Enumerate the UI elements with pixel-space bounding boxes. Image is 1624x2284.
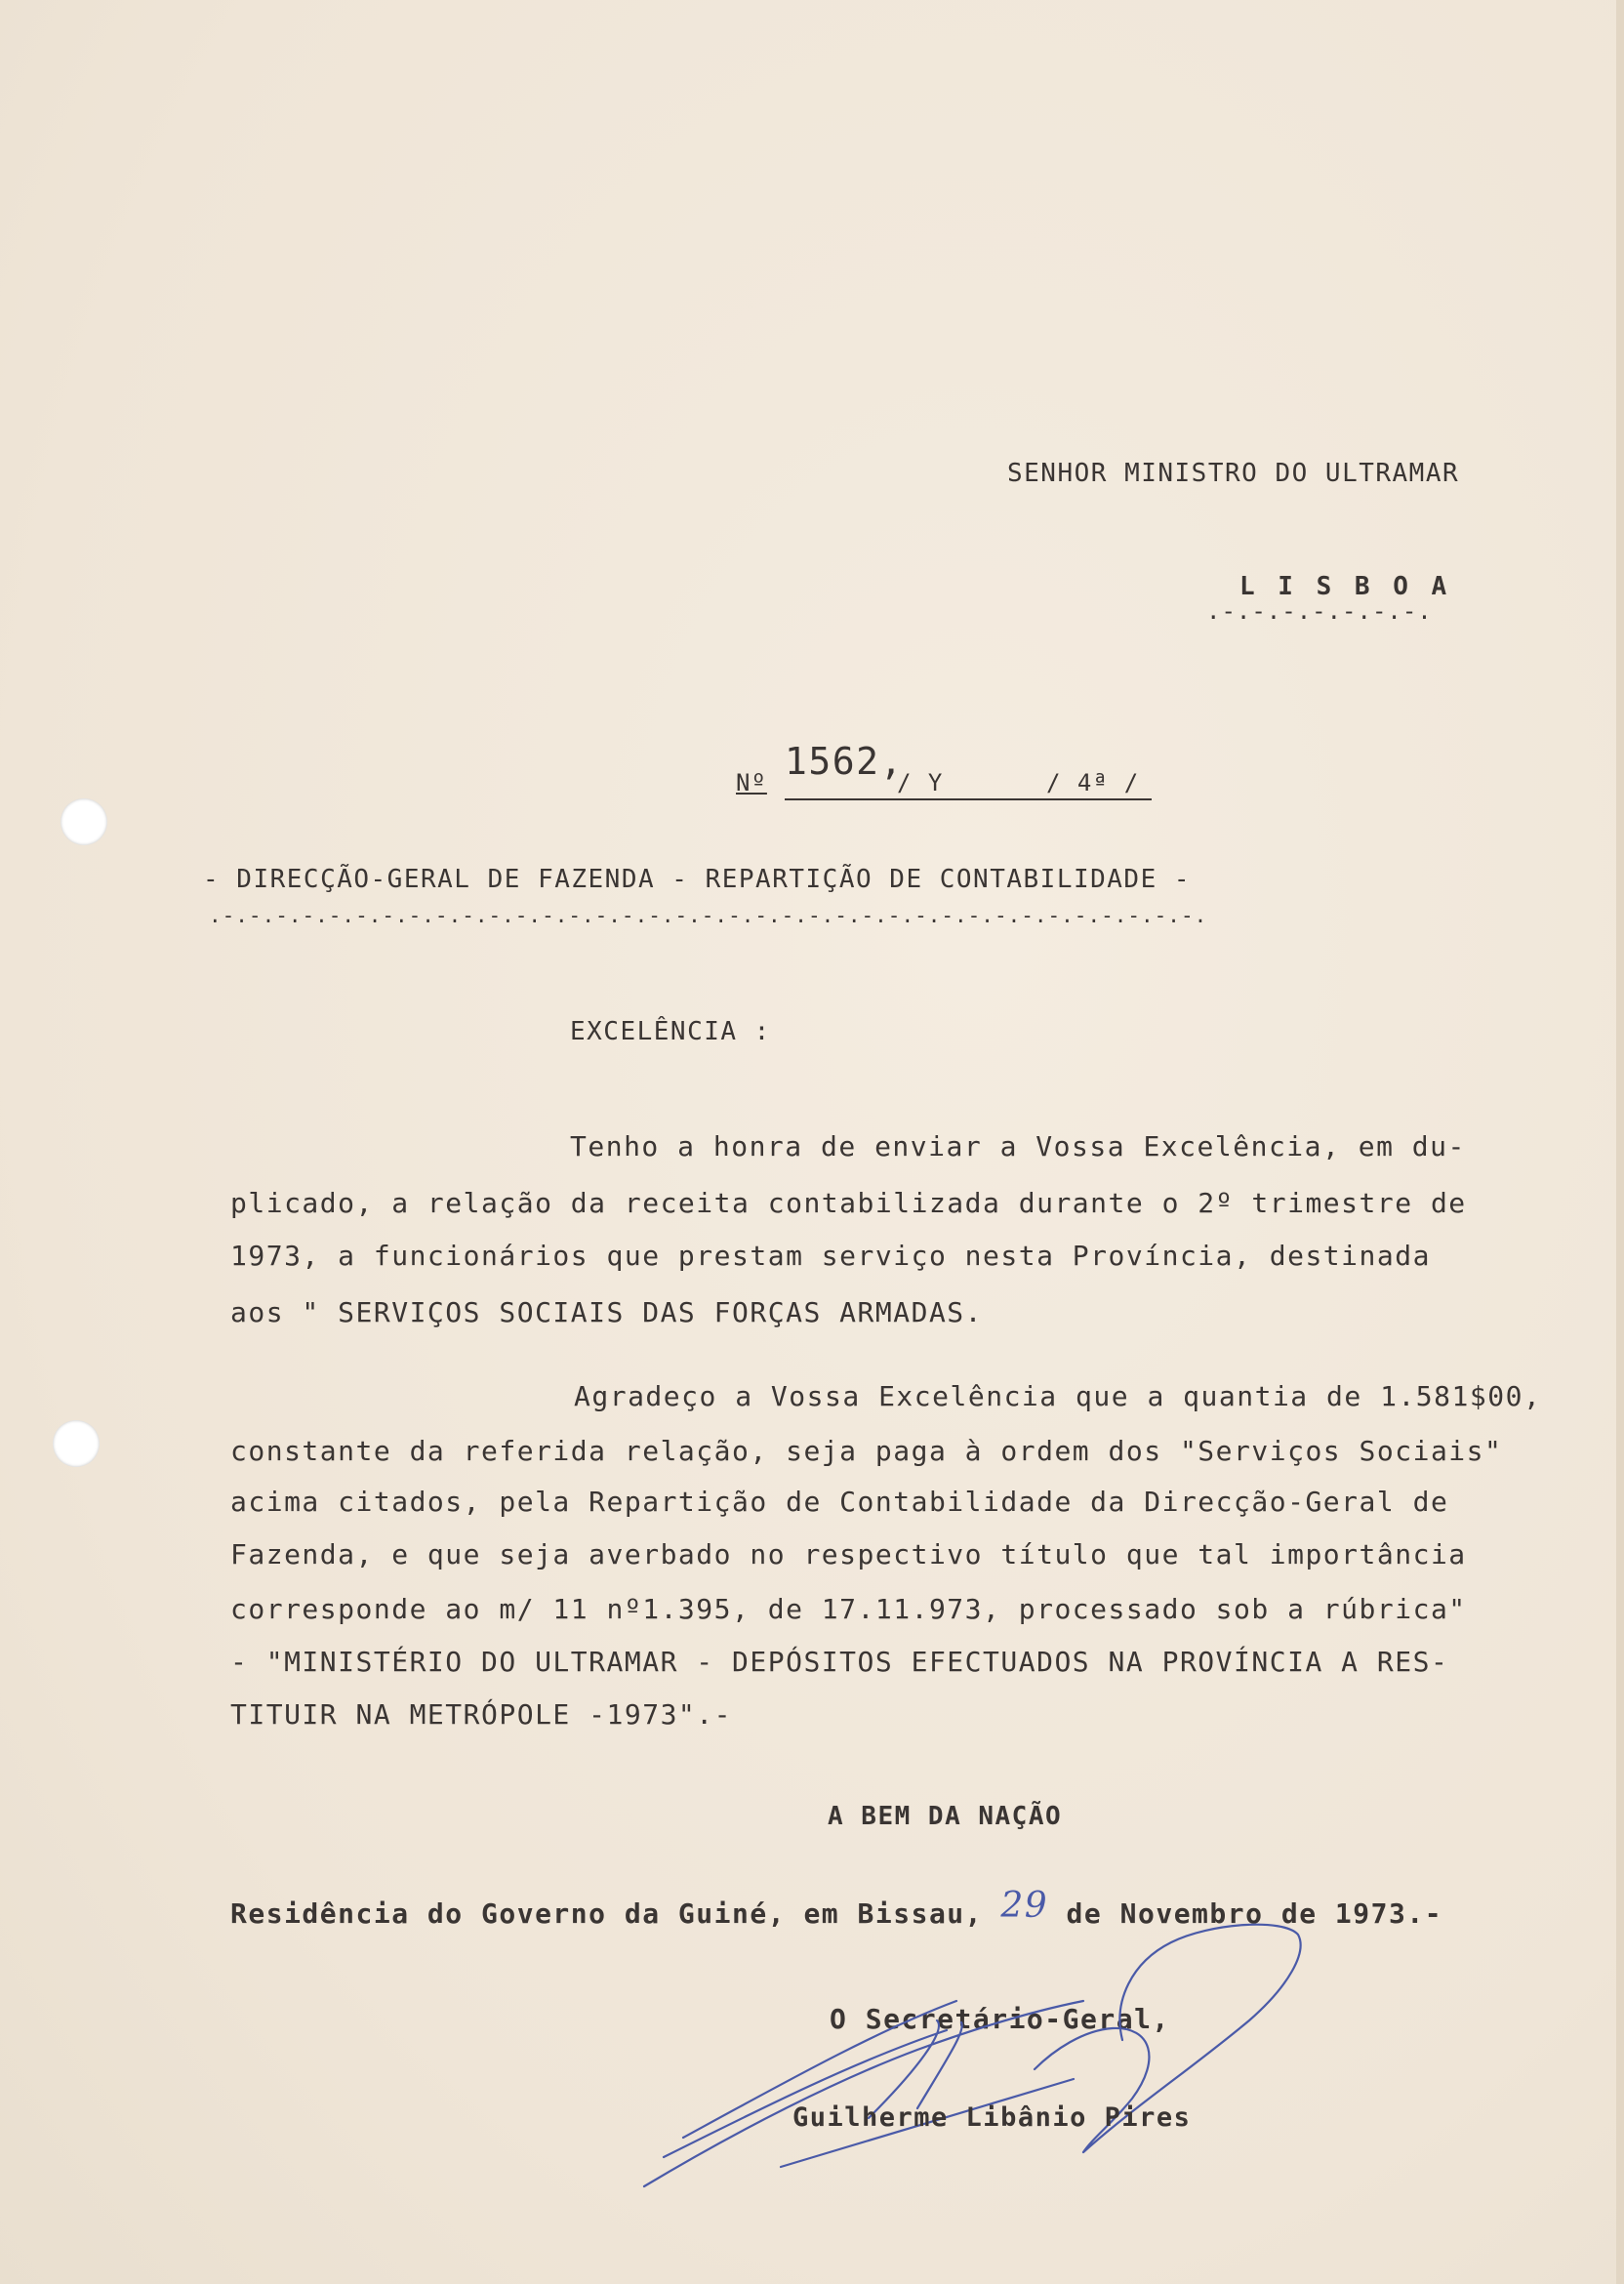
paragraph2-line: - "MINISTÉRIO DO ULTRAMAR - DEPÓSITOS EFECTUADOS NA PROVÍNCIA A RES- [230,1646,1449,1678]
date-line-month-year: de Novembro de 1973.- [1066,1897,1443,1930]
addressee-city: L I S B O A [1239,572,1451,601]
paragraph2-line: TITUIR NA METRÓPOLE -1973".- [230,1698,733,1731]
paragraph2-line: constante da referida relação, seja paga à ordem dos "Serviços Sociais" [230,1435,1503,1467]
paragraph1-line: plicado, a relação da receita contabilizada durante o 2º trimestre de [230,1187,1467,1219]
paragraph2-line: corresponde ao m/ 11 nº1.395, de 17.11.973, processado sob a rúbrica" [230,1593,1467,1625]
handwritten-signature [625,1913,1327,2206]
salutation: EXCELÊNCIA : [570,1017,771,1046]
reference-number: 1562, [785,740,904,783]
department-rule: .-.-.-.-.-.-.-.-.-.-.-.-.-.-.-.-.-.-.-.-.-.-.-.-.-.-.-.-.-.-.-.-.-.-.-.-.-. [209,904,1208,927]
paragraph2-line: Agradeço a Vossa Excelência que a quantia de 1.581$00, [574,1380,1542,1412]
reference-underline [785,798,1152,800]
signatory-role: O Secretário-Geral, [830,2003,1170,2035]
reference-suffix: / 4ª / [1046,769,1140,796]
paragraph1-line: Tenho a honra de enviar a Vossa Excelência, em du- [570,1130,1466,1162]
department-title: - DIRECÇÃO-GERAL DE FAZENDA - REPARTIÇÃO DE CONTABILIDADE - [203,865,1192,894]
reference-mid: / Y [897,769,944,796]
date-line-place: Residência do Governo da Guiné, em Bissau, [230,1897,984,1930]
paragraph2-line: Fazenda, e que seja averbado no respectivo título que tal importância [230,1538,1467,1570]
reference-line [736,740,1165,798]
punch-hole-bottom [53,1420,100,1467]
paper-edge [1616,0,1624,2284]
signatory-name: Guilherme Libânio Pires [792,2102,1192,2133]
addressee-title: SENHOR MINISTRO DO ULTRAMAR [1007,459,1460,488]
reference-prefix: Nº [736,769,767,796]
closing-formula: A BEM DA NAÇÃO [828,1802,1063,1831]
city-rule: .-.-.-.-.-.-.-. [1206,597,1433,625]
punch-hole-top [61,798,107,845]
handwritten-day: 29 [1000,1886,1049,1926]
paragraph2-line: acima citados, pela Repartição de Contabilidade da Direcção-Geral de [230,1486,1449,1518]
paragraph1-line: 1973, a funcionários que prestam serviço nesta Província, destinada [230,1240,1431,1272]
paragraph1-line: aos " SERVIÇOS SOCIAIS DAS FORÇAS ARMADAS. [230,1296,984,1328]
